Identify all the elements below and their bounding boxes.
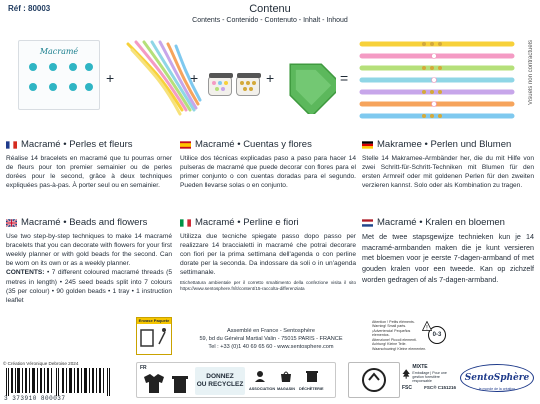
donate-label: DONNEZ xyxy=(206,373,234,380)
section-it-legal: Etichettatura ambientale per il corretto smaltimento della confezione visita il sito https://www.sentosphere.fr/it/content/15-raccolta-differenziata xyxy=(180,279,356,291)
barcode-number: 3 373910 800037 xyxy=(4,395,66,402)
step-diagram-icon xyxy=(85,83,93,91)
manufacturer-info xyxy=(178,327,364,351)
section-it-body: Utilizza due tecniche spiegate passo dopo passo per realizzare 14 braccialetti in macramé che potrai decorare con fiori per la prima settimana dell'agenda o con perline dorate per la seconda. Da indossare da soli o in un'agenda settimanale. xyxy=(180,233,356,277)
section-es-title: Macramé • Cuentas y flores xyxy=(195,139,312,150)
reference-number: Réf : 80003 xyxy=(8,4,51,13)
section-fr-heading xyxy=(6,138,172,151)
store-label: MAGASIN xyxy=(277,387,295,391)
warning-nl: Waarschuwing! Kleine elementen. xyxy=(372,346,427,351)
section-nl-body: Met de twee stapsgewijze technieken kun je 14 macramé-armbanden maken die je kunt versieren met bloemen voor je eerste 7-dagen-armband of met gouden kralen voor een tweede. Kan op zichzelf worden gedragen of als 7-dagen-armband. xyxy=(362,232,534,284)
contents-title: Contenu xyxy=(249,3,291,15)
fsc-description: Emballage | Pour une gestion forestière responsable xyxy=(412,370,447,384)
step-diagram-icon xyxy=(49,83,57,91)
packaging-sort-badge xyxy=(136,317,172,355)
association-icon xyxy=(253,369,267,383)
recycling-info-strip xyxy=(136,362,336,398)
manufacturer-contact: Tel : +33 (0)1 40 69 65 60 - www.sentosphere.com xyxy=(208,344,334,351)
bead-jar-icon xyxy=(208,76,232,96)
section-nl xyxy=(362,216,534,285)
section-nl-heading xyxy=(362,216,534,229)
section-es xyxy=(180,138,356,190)
contents-label: CONTENTS: xyxy=(6,269,45,277)
section-en-title: Macramé • Beads and flowers xyxy=(21,217,148,228)
spain-flag-icon xyxy=(180,141,191,149)
plus-icon: + xyxy=(106,70,115,86)
section-it-title: Macramé • Perline e fiori xyxy=(195,217,299,228)
section-de-title: Makramee • Perlen und Blumen xyxy=(377,139,512,150)
plus-icon: + xyxy=(266,70,275,86)
step-diagram-icon xyxy=(29,83,37,91)
kit-contents-strip xyxy=(0,32,540,132)
age-warning-label: 0-3 xyxy=(432,332,442,338)
plus-icon: + xyxy=(190,70,199,86)
bead-jars-image xyxy=(204,68,262,104)
fsc-logo-text: FSC xyxy=(402,385,412,391)
section-it-heading xyxy=(180,216,356,229)
recycle-label: OU RECYCLEZ xyxy=(196,380,244,388)
instruction-card-title: Macramé xyxy=(39,47,79,56)
warning-es: ¡Advertencia! Pequeños elementos. xyxy=(372,328,411,338)
small-parts-warning xyxy=(372,320,428,351)
step-diagram-icon xyxy=(49,63,57,71)
manufacturer-address: 59, bd du Général Martial Valin - 75015 PARIS - FRANCE xyxy=(199,336,343,343)
copyright-notice: © Création Véronique Debroise 2024 xyxy=(3,361,79,366)
store-icon xyxy=(279,369,293,383)
shirt-icon xyxy=(140,373,168,395)
section-it xyxy=(180,216,356,292)
section-nl-title: Macramé • Kralen en bloemen xyxy=(377,217,505,228)
recycling-logo-box xyxy=(348,362,400,398)
caution-icon xyxy=(422,321,432,331)
fsc-mixte: MIXTE xyxy=(412,364,428,371)
contents-subtitle: Contents - Contenido - Contenuto - Inhalt - Inhoud xyxy=(192,17,348,24)
warning-en: Warning! Small parts. xyxy=(372,324,407,329)
contents-list: • 7 different coloured macramé threads (5 metres in length) • 245 seed beads split into 7 colours (35 per colour) • 90 golden beads • 1 tray • 1 instruction leaflet xyxy=(6,269,172,304)
italy-flag-icon xyxy=(180,219,191,227)
fsc-label xyxy=(402,364,456,392)
svg-text:!: ! xyxy=(426,325,428,331)
warning-it: Attenzione! Piccoli elementi. xyxy=(372,337,417,342)
germany-flag-icon xyxy=(362,141,373,149)
section-fr-title: Macramé • Perles et fleurs xyxy=(21,139,133,150)
disclaimer-note: Visuels non contractuels xyxy=(528,40,534,105)
trash-bin-icon xyxy=(169,373,191,395)
step-diagram-icon xyxy=(69,83,77,91)
section-en xyxy=(6,216,172,305)
netherlands-flag-icon xyxy=(362,219,373,227)
barcode-icon xyxy=(4,368,112,396)
donate-or-recycle-badge xyxy=(195,367,245,395)
section-en-heading xyxy=(6,216,172,229)
bead-jar-icon xyxy=(236,76,260,96)
recycling-country-label: FR xyxy=(140,365,147,371)
waste-center-label: DÉCHÈTERIE xyxy=(299,387,324,391)
section-es-body: Utilice dos técnicas explicadas paso a paso para hacer 14 pulseras de macramé que puede decorar con flores para el primer conjunto o con cuentas doradas para el segundo. Pueden llevarse solas o en conjunto. xyxy=(180,155,356,190)
section-de xyxy=(362,138,534,190)
section-en-body: Use two step-by-step techniques to make 14 macramé bracelets that you can decorate with flowers for your first weekly planner or with gold beads for the second. Can be worn on its own or as a weekly planner. xyxy=(6,233,172,268)
uk-flag-icon xyxy=(6,219,17,227)
bead-tray-image xyxy=(284,52,336,114)
fsc-code: FSC® C151216 xyxy=(424,385,456,390)
section-fr xyxy=(6,138,172,190)
section-de-heading xyxy=(362,138,534,151)
recycle-arrows-icon xyxy=(361,367,387,393)
section-en-contents xyxy=(6,268,172,304)
brand-tagline: le monde de la création xyxy=(478,387,516,391)
section-de-body: Stelle 14 Makramee-Armbänder her, die du mit Hilfe von zwei Schritt-für-Schritt-Techniken mit Blumen für den ersten Armreif oder mit goldenen Perlen für den zweiten verzieren kannst. Solo oder als Kombination zu tragen. xyxy=(362,155,534,190)
section-es-heading xyxy=(180,138,356,151)
equals-icon: = xyxy=(340,70,349,86)
waste-center-icon xyxy=(305,369,319,383)
packaging-sort-label: Envase Paquete xyxy=(138,318,170,323)
step-diagram-icon xyxy=(69,63,77,71)
step-diagram-icon xyxy=(85,63,93,71)
warning-fr: Attention ! Petits éléments. xyxy=(372,320,415,324)
brand-name: SentoSphère xyxy=(464,373,530,383)
association-label: ASSOCIATION xyxy=(249,387,276,391)
warning-de: Achtung! Kleine Teile. xyxy=(372,342,407,347)
france-flag-icon xyxy=(6,141,17,149)
finished-bracelets-image xyxy=(354,36,524,132)
section-fr-body: Réalise 14 bracelets en macramé que tu pourras orner de fleurs pour ton premier semainier ou de perles dorées pour le second, grâce à deux techniques expliquées pas-à-pas. À porter seul ou en semainier. xyxy=(6,155,172,190)
fsc-tree-icon xyxy=(402,364,410,384)
manufacturer-line-1: Assemblé en France - Sentosphère xyxy=(227,328,315,334)
step-diagram-icon xyxy=(29,63,37,71)
instruction-card xyxy=(18,40,100,110)
recycle-bin-icon xyxy=(137,324,171,350)
